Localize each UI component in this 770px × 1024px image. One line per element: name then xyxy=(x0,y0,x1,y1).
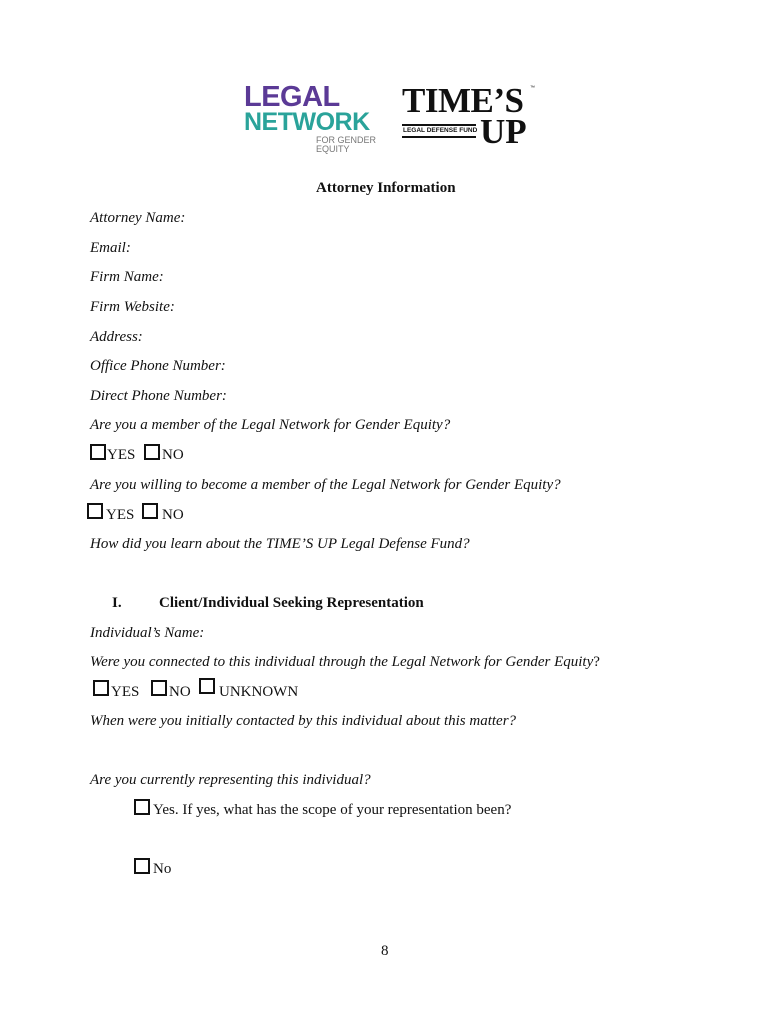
legal-network-logo-line3: FOR GENDER EQUITY xyxy=(316,135,377,154)
connected-question-mark: ? xyxy=(593,654,600,670)
connected-yes-label: YES xyxy=(111,684,140,700)
connected-no-label: NO xyxy=(169,684,191,700)
client-section-number: I. xyxy=(112,595,122,611)
willing-yes-label: YES xyxy=(106,507,135,523)
times-up-trademark: ™ xyxy=(530,85,535,91)
connected-unknown-label: UNKNOWN xyxy=(219,684,299,700)
member-no-checkbox[interactable] xyxy=(144,444,160,460)
times-up-ldf-label: LEGAL DEFENSE FUND xyxy=(403,127,478,134)
address-label: Address: xyxy=(90,329,143,345)
willing-no-label: NO xyxy=(162,507,184,523)
willing-question: Are you willing to become a member of the Legal Network for Gender Equity? xyxy=(90,477,561,493)
attorney-name-label: Attorney Name: xyxy=(90,210,186,226)
connected-no-checkbox[interactable] xyxy=(151,680,167,696)
office-phone-label: Office Phone Number: xyxy=(90,358,226,374)
direct-phone-label: Direct Phone Number: xyxy=(90,388,227,404)
times-up-logo xyxy=(402,82,542,152)
representing-no-checkbox[interactable] xyxy=(134,858,150,874)
client-section-heading: Client/Individual Seeking Representation xyxy=(159,595,424,611)
learn-question: How did you learn about the TIME’S UP Legal Defense Fund? xyxy=(90,536,470,552)
connected-question-text: Were you connected to this individual through the Legal Network for Gender Equity xyxy=(90,654,594,670)
attorney-section-heading: Attorney Information xyxy=(316,180,456,196)
firm-website-label: Firm Website: xyxy=(90,299,175,315)
willing-yes-checkbox[interactable] xyxy=(87,503,103,519)
times-up-logo-line2: UP xyxy=(480,112,527,151)
page-number: 8 xyxy=(381,943,389,959)
connected-question xyxy=(90,653,600,671)
firm-name-label: Firm Name: xyxy=(90,269,164,285)
email-label: Email: xyxy=(90,240,131,256)
member-yes-label: YES xyxy=(107,447,136,463)
member-no-label: NO xyxy=(162,447,184,463)
representing-question: Are you currently representing this individual? xyxy=(90,772,371,788)
contacted-question: When were you initially contacted by this individual about this matter? xyxy=(90,713,517,729)
legal-network-logo-line1: LEGAL xyxy=(244,81,340,113)
connected-unknown-checkbox[interactable] xyxy=(199,678,215,694)
connected-yes-checkbox[interactable] xyxy=(93,680,109,696)
member-question: Are you a member of the Legal Network for Gender Equity? xyxy=(90,417,451,433)
times-up-logo-line1: TIME’S xyxy=(402,81,524,120)
individual-name-label: Individual’s Name: xyxy=(90,625,205,641)
representing-yes-checkbox[interactable] xyxy=(134,799,150,815)
representing-yes-label: Yes. If yes, what has the scope of your representation been? xyxy=(153,802,512,818)
times-up-rule-top xyxy=(402,124,476,126)
times-up-rule-bottom xyxy=(402,136,476,138)
representing-no-label: No xyxy=(153,861,172,877)
member-yes-checkbox[interactable] xyxy=(90,444,106,460)
legal-network-logo-line2: NETWORK xyxy=(244,108,370,136)
willing-no-checkbox[interactable] xyxy=(142,503,158,519)
